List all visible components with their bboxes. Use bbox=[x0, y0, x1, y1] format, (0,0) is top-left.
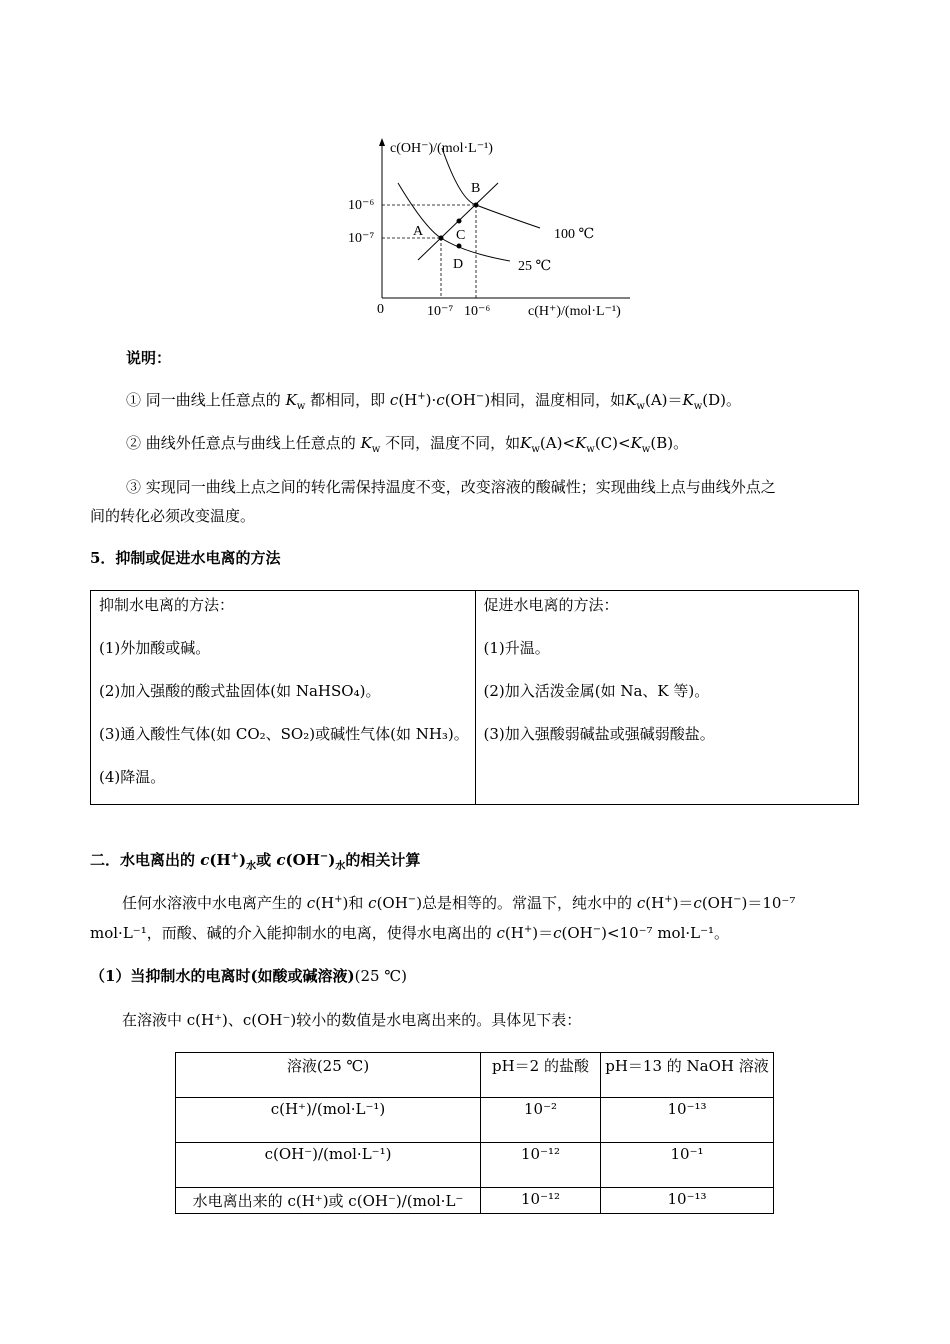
note-item-2: ② 曲线外任意点与曲线上任意点的 $K_w$ 不同，温度不同，如$K_w(A)<K_w(C)<K_w(B)$。 bbox=[126, 434, 689, 455]
y-tick-1e-6: 10⁻⁶ bbox=[348, 198, 375, 213]
section-5-title: 5．抑制或促进水电离的方法 bbox=[90, 549, 281, 567]
point-a-label: A bbox=[413, 224, 424, 239]
inhibit-item: (2)加入强酸的酸式盐固体(如 NaHSO₄)。 bbox=[99, 682, 381, 700]
section-2-para-line1: 任何水溶液中水电离产生的 c(H+)和 c(OH−)总是相等的。常温下，纯水中的 c(H+)＝c(OH−)＝10⁻⁷ bbox=[122, 894, 796, 912]
point-c-label: C bbox=[456, 228, 466, 243]
point-b-label: B bbox=[471, 181, 481, 196]
point-d-label: D bbox=[453, 257, 464, 272]
y-tick-1e-7: 10⁻⁷ bbox=[348, 231, 375, 246]
promote-column bbox=[475, 591, 859, 804]
table-cell: 10⁻¹³ bbox=[601, 1188, 774, 1214]
inhibit-item: 抑制水电离的方法： bbox=[99, 596, 235, 614]
header-cell: 溶液(25 ℃) bbox=[176, 1053, 481, 1098]
table-cell: c(OH⁻)/(mol·L⁻¹) bbox=[176, 1143, 481, 1188]
table-cell: c(H⁺)/(mol·L⁻¹) bbox=[176, 1098, 481, 1143]
x-tick-1e-7: 10⁻⁷ bbox=[427, 304, 454, 319]
point-c bbox=[457, 219, 462, 224]
water-ionization-table bbox=[175, 1052, 774, 1214]
point-d bbox=[457, 244, 462, 249]
curve-100c bbox=[442, 148, 540, 228]
y-axis-label: c(OH⁻)/(mol·L⁻¹) bbox=[390, 141, 493, 156]
table-cell: 10⁻¹² bbox=[481, 1188, 601, 1214]
table-cell: 10⁻¹³ bbox=[601, 1098, 774, 1143]
point-b bbox=[474, 203, 479, 208]
note-item-3-line1: ③ 实现同一曲线上点之间的转化需保持温度不变，改变溶液的酸碱性；实现曲线上点与曲线外点之 bbox=[126, 478, 776, 496]
table-cell: 水电离出来的 c(H⁺)或 c(OH⁻)/(mol·L⁻ bbox=[176, 1188, 481, 1214]
promote-item: (3)加入强酸弱碱盐或强碱弱酸盐。 bbox=[483, 725, 715, 743]
point-a bbox=[439, 236, 444, 241]
table-row bbox=[176, 1098, 774, 1143]
inhibit-item: (1)外加酸或碱。 bbox=[99, 639, 211, 657]
origin-label: 0 bbox=[377, 302, 384, 317]
table-cell: 10⁻² bbox=[481, 1098, 601, 1143]
table-row bbox=[176, 1143, 774, 1188]
note-item-3-line2: 间的转化必须改变温度。 bbox=[90, 507, 256, 525]
notes-heading: 说明： bbox=[126, 349, 172, 367]
promote-item: (1)升温。 bbox=[483, 639, 550, 657]
table-cell: 10⁻¹ bbox=[601, 1143, 774, 1188]
note-item-1: ① 同一曲线上任意点的 $K_w$ 都相同，即 c(H+)·c(OH−)相同，温度相同，如$K_w(A)=K_w(D)$。 bbox=[126, 391, 742, 412]
table-row bbox=[176, 1188, 774, 1214]
table-intro: 在溶液中 c(H⁺)、c(OH⁻)较小的数值是水电离出来的。具体见下表： bbox=[122, 1011, 582, 1029]
table-header-row bbox=[176, 1053, 774, 1098]
promote-item: 促进水电离的方法： bbox=[483, 596, 619, 614]
section-2-para-line2: mol·L⁻¹，而酸、碱的介入能抑制水的电离，使得水电离出的 c(H+)＝c(OH−)<10⁻⁷ mol·L⁻¹。 bbox=[90, 924, 730, 942]
inhibit-column bbox=[91, 591, 475, 804]
y-axis-arrow bbox=[379, 138, 385, 146]
method-table bbox=[90, 590, 859, 805]
header-cell: pH＝13 的 NaOH 溶液 bbox=[601, 1053, 774, 1098]
x-axis-label: c(H⁺)/(mol·L⁻¹) bbox=[528, 304, 621, 319]
inhibit-item: (4)降温。 bbox=[99, 768, 166, 786]
curve-25c bbox=[398, 183, 510, 261]
promote-item: (2)加入活泼金属(如 Na、K 等)。 bbox=[483, 682, 710, 700]
subsection-1-title: （1）当抑制水的电离时(如酸或碱溶液)(25 ℃) bbox=[90, 967, 407, 985]
kw-curve-chart bbox=[330, 128, 660, 328]
section-2-title: 二．水电离出的 $c(H^+)_水$或 $c(OH^-)_水$的相关计算 bbox=[90, 851, 421, 872]
x-tick-1e-6: 10⁻⁶ bbox=[464, 304, 491, 319]
table-cell: 10⁻¹² bbox=[481, 1143, 601, 1188]
inhibit-item: (3)通入酸性气体(如 CO₂、SO₂)或碱性气体(如 NH₃)。 bbox=[99, 725, 469, 743]
header-cell: pH＝2 的盐酸 bbox=[481, 1053, 601, 1098]
curve-100c-label: 100 ℃ bbox=[554, 227, 595, 242]
curve-25c-label: 25 ℃ bbox=[518, 259, 552, 274]
